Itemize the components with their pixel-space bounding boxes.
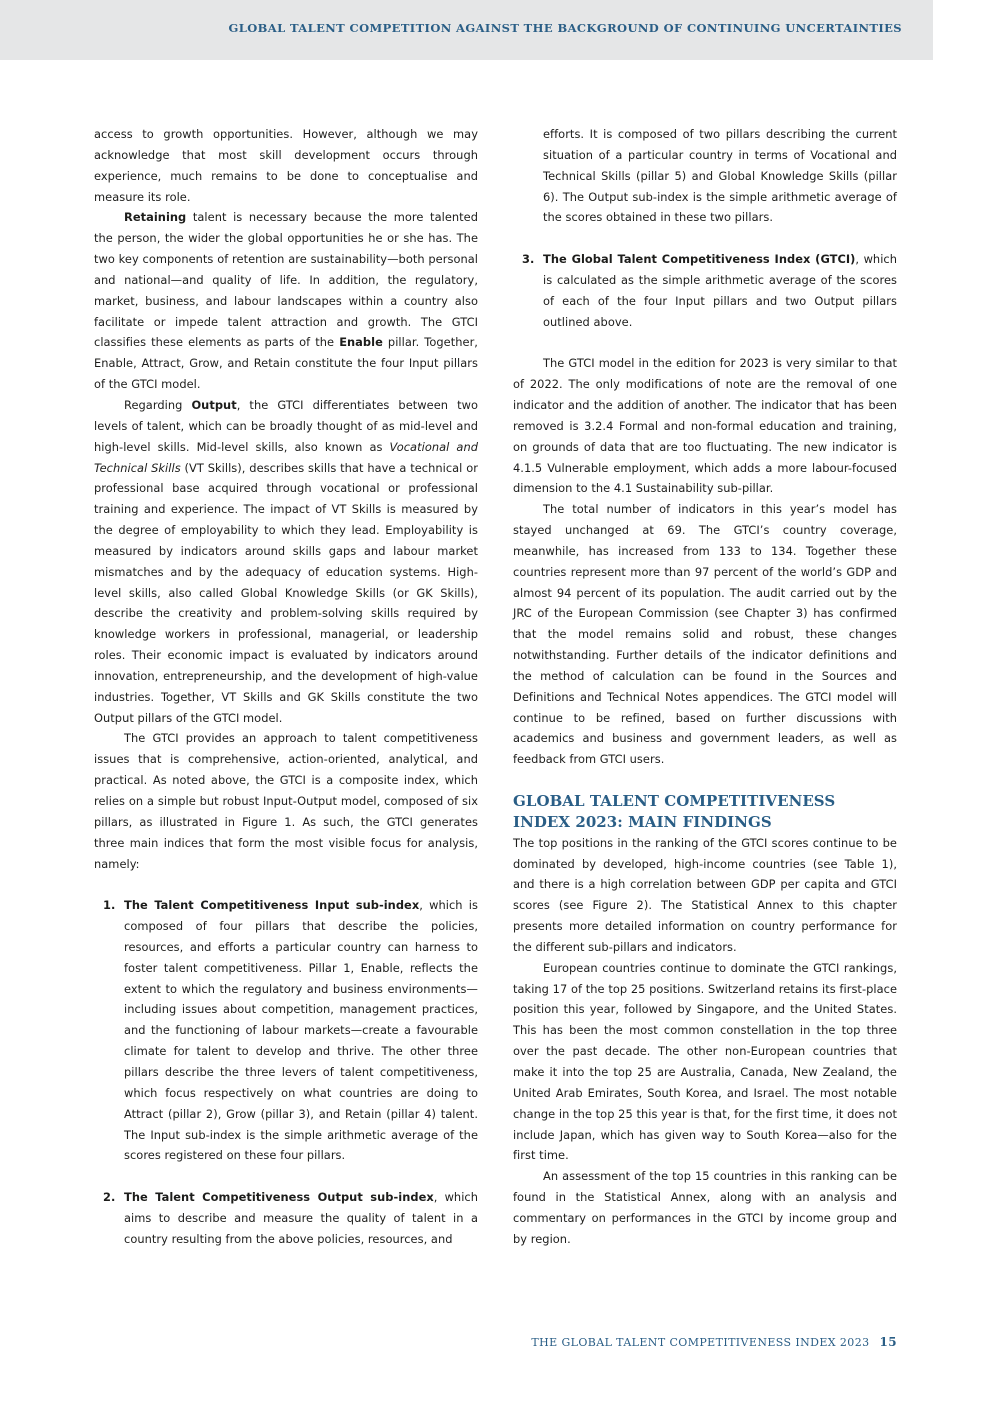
paragraph: The GTCI provides an approach to talent competitiveness issues that is comprehensive, action-oriented, analytical, and practical. As noted above, the GTCI is a composite index, which relies on a simple but robust Input-Output model, composed of six pillars, as illustrated in Figure 1. As such, the GTCI generates three main indices that form the most visible focus for analysis, namely: bbox=[94, 731, 478, 871]
paragraph: European countries continue to dominate the GTCI rankings, taking 17 of the top 25 positions. Switzerland retains its first-place position this year, followed by Singapore, and the United States. This has been the most common constellation in the top three over the past decade. The other non-European countries that make it into the top 25 are Australia, Canada, New Zealand, the United Arab Emirates, South Korea, and Israel. The most notable change in the top 25 this year is that, for the first time, it does not include Japan, which has given way to South Korea—also for the first time. bbox=[513, 960, 897, 1163]
footer-publication-title: THE GLOBAL TALENT COMPETITIVENESS INDEX 2023 bbox=[531, 1336, 870, 1349]
list-number: 3. bbox=[522, 252, 535, 267]
text-span: , which aims to describe and measure the quality of talent in a country resulting from the above policies, resources, and bbox=[124, 1190, 478, 1246]
paragraph: The total number of indicators in this year’s model has stayed unchanged at 69. The GTCI’s country coverage, meanwhile, has increased from 133 to 134. Together these countries represent more than 97 percent of the world’s GDP and almost 94 percent of its population. The audit carried out by the JRC of the European Commission (see Chapter 3) has confirmed that the model remains solid and robust, these changes notwithstanding. Further details of the indicator definitions and the method of calculation can be found in the Sources and Definitions and Technical Notes appendices. The GTCI model will continue to be refined, based on further discussions with academics and business and government leaders, as well as feedback from GTCI users. bbox=[513, 502, 897, 767]
text-span: (VT Skills), describes skills that have a technical or professional base acquired through vocational or professional training and experience. The impact of VT Skills is measured by the degree of employability to which they lead. Employability is measured by indicators around skills gaps and labour market mismatches and by the adequacy of education systems. High-level skills, also called Global Knowledge Skills (or GK Skills), describe the creativity and problem-solving skills required by knowledge workers in professional, managerial, or leadership roles. Their economic impact is evaluated by indicators around innovation, entrepreneurship, and the development of high-value industries. Together, VT Skills and GK Skills constitute the two Output pillars of the GTCI model. bbox=[94, 460, 478, 725]
term-enable: Enable bbox=[339, 335, 383, 350]
text-span: pillar. Together, Enable, Attract, Grow, and Retain constitute the four Input pillars of the GTCI model. bbox=[94, 335, 478, 392]
paragraph: An assessment of the top 15 countries in this ranking can be found in the Statistical Annex, along with an analysis and commentary on performances in the GTCI by income group and by region. bbox=[513, 1169, 897, 1246]
term-output: Output bbox=[191, 397, 237, 412]
paragraph: access to growth opportunities. However, although we may acknowledge that most skill development occurs through experience, much remains to be done to conceptualise and measure its role. bbox=[94, 127, 478, 204]
running-header bbox=[0, 0, 933, 60]
running-title: GLOBAL TALENT COMPETITION AGAINST THE BACKGROUND OF CONTINUING UNCERTAINTIES bbox=[228, 21, 902, 35]
list-item-title: The Talent Competitiveness Output sub-index bbox=[124, 1190, 434, 1205]
list-item-output-subindex bbox=[94, 1187, 478, 1250]
text-span: , which is composed of four pillars that describe the policies, resources, and efforts a particular country can harness to foster talent competitiveness. Pillar 1, Enable, reflects the extent to which the regulatory and business environments—including issues about competition, management practices, and the functioning of labour markets—create a favourable climate for talent to develop and thrive. The other three pillars describe the three levers of talent competitiveness, which focus respectively on what countries are doing to Attract (pillar 2), Grow (pillar 3), and Retain (pillar 4) talent. The Input sub-index is the simple arithmetic average of the scores registered on these four pillars. bbox=[124, 898, 478, 1163]
indices-list bbox=[94, 895, 478, 1249]
right-column bbox=[513, 124, 897, 1250]
left-column bbox=[94, 124, 478, 1270]
paragraph-retaining bbox=[94, 207, 478, 395]
list-number: 2. bbox=[103, 1190, 116, 1205]
term-vt-skills: Vocational and Technical Skills bbox=[94, 439, 478, 475]
page-number: 15 bbox=[879, 1335, 897, 1349]
paragraph: The GTCI model in the edition for 2023 is very similar to that of 2022. The only modifications of note are the removal of one indicator and the addition of another. The indicator that has been removed is 3.2.4 Formal and non-formal education and training, on grounds of data that are too fluctuating. The new indicator is 4.1.5 Vulnerable employment, which adds a more labour-focused dimension to the 4.1 Sustainability sub-pillar. bbox=[513, 356, 897, 496]
list-item-continuation: efforts. It is composed of two pillars describing the current situation of a particular country in terms of Vocational and Technical Skills (pillar 5) and Global Knowledge Skills (pillar 6). The Output sub-index is the simple arithmetic average of the scores obtained in these two pillars. bbox=[543, 127, 897, 225]
paragraph-output bbox=[94, 395, 478, 729]
paragraph: The top positions in the ranking of the GTCI scores continue to be dominated by developed, high-income countries (see Table 1), and there is a high correlation between GDP per capita and GTCI scores (see Figure 2). The Statistical Annex to this chapter presents more detailed information on country performance for the different sub-pillars and indicators. bbox=[513, 835, 897, 954]
section-heading: GLOBAL TALENT COMPETITIVENESS INDEX 2023: MAIN FINDINGS bbox=[513, 792, 836, 831]
text-span: , the GTCI differentiates between two levels of talent, which can be broadly thought of as mid-level and high-level skills. Mid-level skills, also known as bbox=[94, 397, 478, 454]
list-item-title: The Talent Competitiveness Input sub-index bbox=[124, 898, 420, 913]
text-span: talent is necessary because the more talented the person, the wider the global opportunities he or she has. The two key components of retention are sustainability—both personal and national—and quality of life. In addition, the regulatory, market, business, and labour landscapes within a country also facilitate or impede talent attraction and growth. The GTCI classifies these elements as parts of the bbox=[94, 210, 478, 350]
indices-list-continued bbox=[513, 249, 897, 332]
page-footer bbox=[531, 1335, 897, 1349]
list-number: 1. bbox=[103, 898, 116, 913]
list-item-title: The Global Talent Competitiveness Index (GTCI) bbox=[543, 252, 856, 267]
text-span: Regarding bbox=[124, 397, 192, 412]
term-retaining: Retaining bbox=[124, 210, 187, 225]
text-span: , which is calculated as the simple arithmetic average of the scores of each of the four Input pillars and two Output pillars outlined above. bbox=[543, 252, 897, 329]
list-item-input-subindex bbox=[94, 895, 478, 1166]
list-item-gtci bbox=[513, 249, 897, 332]
